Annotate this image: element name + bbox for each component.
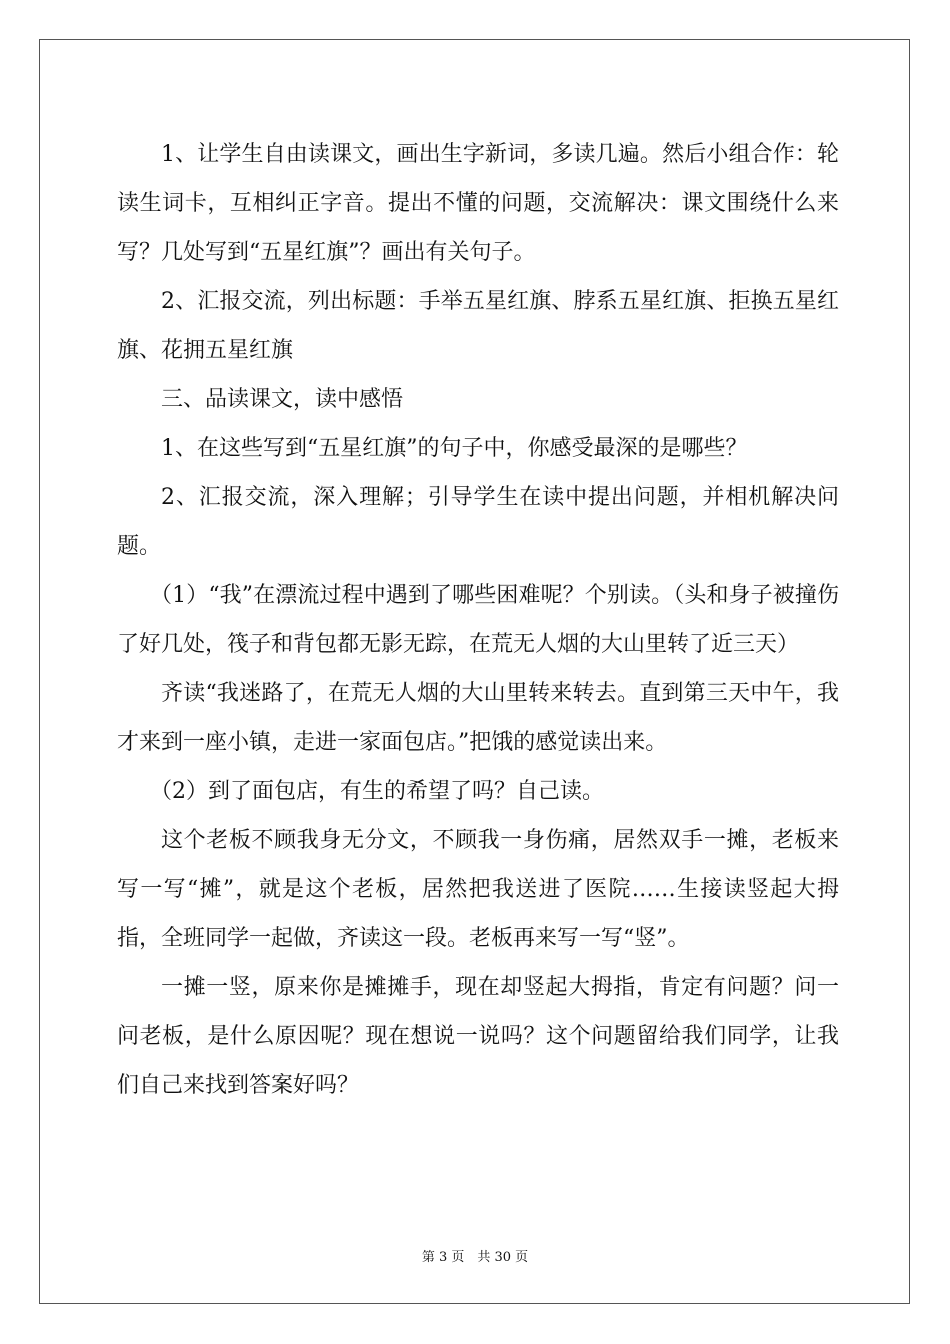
paragraph-6: 齐读“我迷路了，在荒无人烟的大山里转来转去。直到第三天中午，我才来到一座小镇，走进一家面包店。”把饿的感觉读出来。 — [117, 681, 839, 755]
page-number-footer: 第 3 页 共 30 页 — [421, 1250, 529, 1265]
document-body — [117, 130, 839, 1110]
paragraph-1: 1、让学生自由读课文，画出生字新词，多读几遍。然后小组合作：轮读生词卡，互相纠正字音。提出不懂的问题，交流解决：课文围绕什么来写？几处写到“五星红旗”？画出有关句子。 — [117, 142, 839, 265]
paragraph-5: （1）“我”在漂流过程中遇到了哪些困难呢？个别读。（头和身子被撞伤了好几处，筏子和背包都无影无踪，在荒无人烟的大山里转了近三天） — [117, 583, 839, 657]
paragraph-9: 一摊一竖，原来你是摊摊手，现在却竖起大拇指，肯定有问题？问一问老板，是什么原因呢？现在想说一说吗？这个问题留给我们同学，让我们自己来找到答案好吗？ — [117, 975, 839, 1098]
paragraph-4: 2、汇报交流，深入理解；引导学生在读中提出问题，并相机解决问题。 — [117, 485, 839, 559]
section-heading: 三、品读课文，读中感悟 — [161, 387, 404, 412]
paragraph-3: 1、在这些写到“五星红旗”的句子中，你感受最深的是哪些？ — [161, 436, 748, 461]
paragraph-7: （2）到了面包店，有生的希望了吗？自己读。 — [150, 779, 604, 804]
paragraph-8: 这个老板不顾我身无分文，不顾我一身伤痛，居然双手一摊，老板来写一写“摊”，就是这个老板，居然把我送进了医院……生接读竖起大拇指，全班同学一起做，齐读这一段。老板再来写一写“竖”。 — [117, 828, 839, 951]
paragraph-2: 2、汇报交流，列出标题：手举五星红旗、脖系五星红旗、拒换五星红旗、花拥五星红旗 — [117, 289, 839, 363]
